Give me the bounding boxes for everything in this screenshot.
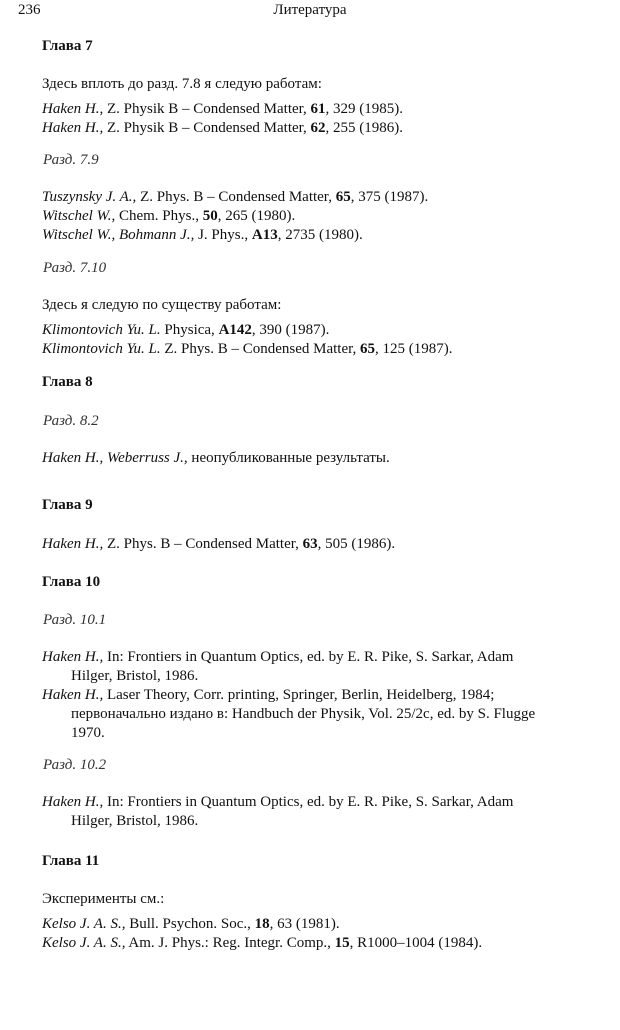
- ref-line: [42, 793, 597, 812]
- ref-details: , R1000–1004 (1984).: [349, 935, 483, 951]
- ref-line: 1970.: [71, 725, 105, 741]
- reference: [42, 341, 453, 358]
- reference: [42, 916, 340, 933]
- ref-journal: Bull. Psychon. Soc.,: [125, 916, 255, 932]
- reference: [42, 227, 363, 244]
- ref-volume: A13: [251, 227, 278, 243]
- reference: [42, 189, 428, 206]
- ref-journal: J. Phys.,: [194, 227, 252, 243]
- ref-volume: 50: [202, 208, 218, 224]
- ref-author: Haken H.,: [42, 794, 104, 810]
- section-7-10-intro: Здесь я следую по существу работам:: [42, 297, 282, 313]
- ref-volume: 63: [302, 536, 318, 552]
- reference: [42, 208, 295, 225]
- ref-author: Haken H., Weberruss J.,: [42, 450, 188, 466]
- chapter-9-title: Глава 9: [42, 497, 93, 513]
- section-10-2-title: Разд. 10.2: [43, 757, 107, 773]
- ref-author: Witschel W., Bohmann J.,: [42, 227, 195, 243]
- ref-author: Haken H.,: [42, 101, 104, 117]
- ref-author: Klimontovich Yu. L.: [42, 341, 161, 357]
- ref-journal: Z. Physik B – Condensed Matter,: [103, 120, 311, 136]
- ref-journal: Z. Phys. B – Condensed Matter,: [103, 536, 303, 552]
- reference: [42, 536, 395, 553]
- section-7-9-title: Разд. 7.9: [43, 152, 99, 168]
- ref-author: Kelso J. A. S.,: [42, 916, 126, 932]
- reference: [42, 793, 597, 831]
- ref-volume: 15: [334, 935, 350, 951]
- chapter-10-title: Глава 10: [42, 574, 101, 590]
- ref-volume: A142: [218, 322, 252, 338]
- ref-author: Haken H.,: [42, 649, 104, 665]
- ref-journal: Z. Phys. B – Condensed Matter,: [136, 189, 336, 205]
- ref-author: Haken H.,: [42, 687, 104, 703]
- ref-author: Haken H.,: [42, 536, 104, 552]
- chapter-11-title: Глава 11: [42, 853, 100, 869]
- ref-line: [42, 648, 597, 667]
- chapter-7-intro: Здесь вплоть до разд. 7.8 я следую работам:: [42, 76, 322, 92]
- ref-author: Tuszynsky J. A.,: [42, 189, 137, 205]
- ref-details: , 255 (1986).: [325, 120, 404, 136]
- section-8-2-title: Разд. 8.2: [43, 413, 99, 429]
- ref-journal: Z. Phys. B – Condensed Matter,: [160, 341, 361, 357]
- ref-line: Hilger, Bristol, 1986.: [71, 813, 199, 829]
- ref-details: , 329 (1985).: [325, 101, 404, 117]
- reference: [42, 450, 390, 467]
- ref-details: , 375 (1987).: [350, 189, 429, 205]
- ref-details: неопубликованные результаты.: [187, 450, 390, 466]
- section-7-10-title: Разд. 7.10: [43, 260, 107, 276]
- ref-text: In: Frontiers in Quantum Optics, ed. by E. R. Pike, S. Sarkar, Adam: [103, 794, 514, 810]
- ref-line: первоначально издано в: Handbuch der Physik, Vol. 25/2c, ed. by S. Flugge: [71, 706, 536, 722]
- ref-journal: Chem. Phys.,: [115, 208, 203, 224]
- ref-volume: 62: [310, 120, 326, 136]
- ref-author: Klimontovich Yu. L.: [42, 322, 161, 338]
- ref-details: , 265 (1980).: [217, 208, 296, 224]
- ref-journal: Z. Physik B – Condensed Matter,: [103, 101, 311, 117]
- reference: [42, 686, 597, 743]
- section-10-1-title: Разд. 10.1: [43, 612, 107, 628]
- reference: [42, 935, 482, 952]
- chapter-7-title: Глава 7: [42, 38, 93, 54]
- ref-text: Laser Theory, Corr. printing, Springer, Berlin, Heidelberg, 1984;: [103, 687, 495, 703]
- reference: [42, 322, 329, 339]
- ref-volume: 18: [254, 916, 270, 932]
- chapter-8-title: Глава 8: [42, 374, 93, 390]
- ref-author: Kelso J. A. S.,: [42, 935, 126, 951]
- ref-details: , 2735 (1980).: [277, 227, 363, 243]
- reference: [42, 120, 403, 137]
- ref-volume: 65: [335, 189, 351, 205]
- ref-author: Haken H.,: [42, 120, 104, 136]
- reference: [42, 648, 597, 686]
- ref-details: , 505 (1986).: [317, 536, 396, 552]
- ref-line: Hilger, Bristol, 1986.: [71, 668, 199, 684]
- ref-author: Witschel W.,: [42, 208, 116, 224]
- reference: [42, 101, 403, 118]
- ref-details: , 125 (1987).: [375, 341, 453, 357]
- ref-volume: 61: [310, 101, 326, 117]
- ref-details: , 63 (1981).: [269, 916, 340, 932]
- ref-text: In: Frontiers in Quantum Optics, ed. by E. R. Pike, S. Sarkar, Adam: [103, 649, 514, 665]
- ref-journal: Am. J. Phys.: Reg. Integr. Comp.,: [125, 935, 335, 951]
- ref-details: , 390 (1987).: [251, 322, 330, 338]
- ref-journal: Physica,: [160, 322, 219, 338]
- ref-volume: 65: [360, 341, 376, 357]
- page-number: 236: [18, 2, 41, 18]
- running-title: Литература: [273, 2, 347, 18]
- ref-line: [42, 686, 597, 705]
- chapter-11-intro: Эксперименты см.:: [42, 891, 165, 907]
